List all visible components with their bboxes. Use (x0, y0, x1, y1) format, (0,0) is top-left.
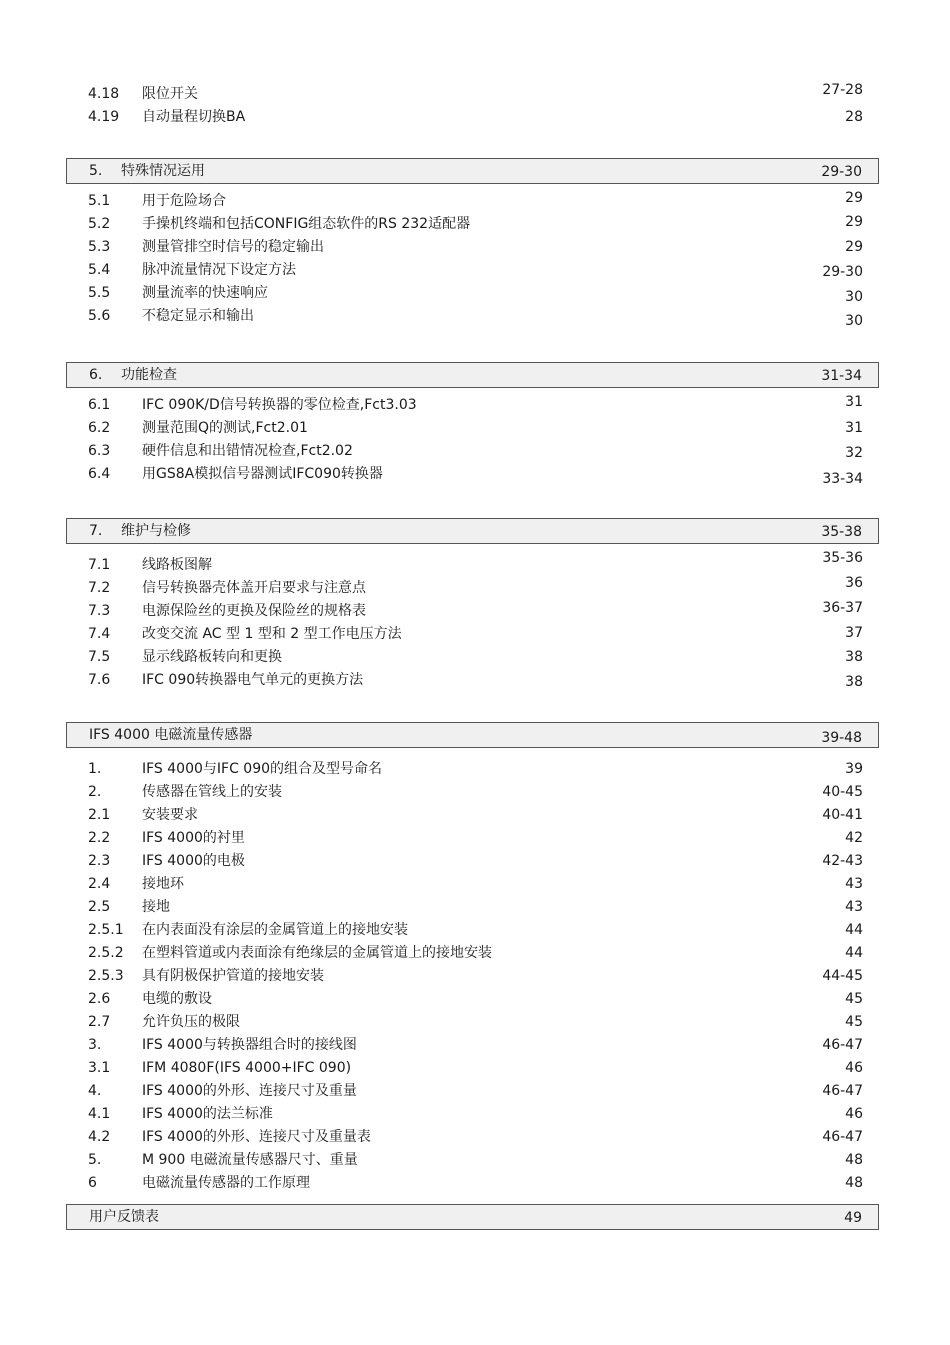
entry-title: 测量管排空时信号的稳定输出 (142, 239, 324, 255)
entry-title: IFM 4080F(IFS 4000+IFC 090) (142, 1060, 352, 1076)
entry-page: 29 (845, 214, 863, 230)
toc-entry (88, 805, 863, 825)
entry-title: 接地 (142, 899, 170, 915)
entry-page: 45 (845, 991, 863, 1007)
entry-page: 45 (845, 1014, 863, 1030)
entry-number: 2.5.1 (88, 922, 124, 938)
toc-entry (88, 1012, 863, 1032)
entry-page: 44-45 (822, 968, 863, 984)
entry-page: 43 (845, 876, 863, 892)
section-header (66, 518, 879, 544)
entry-title: 在内表面没有涂层的金属管道上的接地安装 (142, 922, 408, 938)
entry-number: 5.2 (88, 216, 111, 232)
entry-title: 限位开关 (142, 86, 198, 102)
section-page: 31-34 (821, 368, 862, 384)
entry-number: 2.2 (88, 830, 111, 846)
entry-number: 6 (88, 1175, 97, 1191)
entry-number: 1. (88, 761, 102, 777)
entry-number: 5.4 (88, 262, 111, 278)
section-label (89, 519, 191, 543)
entry-number: 7.3 (88, 603, 111, 619)
entry-title: IFC 090转换器电气单元的更换方法 (142, 672, 364, 688)
toc-entry (88, 647, 863, 667)
toc-entry (88, 283, 863, 303)
entry-page: 31 (845, 394, 863, 410)
entry-number: 4.1 (88, 1106, 111, 1122)
toc-entry (88, 874, 863, 894)
section-number: 5. (89, 163, 103, 179)
toc-entry (88, 418, 863, 438)
entry-title: IFC 090K/D信号转换器的零位检查,Fct3.03 (142, 397, 417, 413)
entry-number: 5.1 (88, 193, 111, 209)
toc-entry (88, 107, 863, 127)
entry-page: 40-41 (822, 807, 863, 823)
entry-page: 28 (845, 109, 863, 125)
entry-page: 46-47 (822, 1083, 863, 1099)
toc-entry (88, 395, 863, 415)
entry-number: 6.2 (88, 420, 111, 436)
entry-number: 5.5 (88, 285, 111, 301)
entry-title: 在塑料管道或内表面涂有绝缘层的金属管道上的接地安装 (142, 945, 492, 961)
toc-entry (88, 920, 863, 940)
toc-entry (88, 575, 863, 598)
section-label (89, 363, 177, 387)
toc-entry (88, 550, 863, 575)
entry-page: 46-47 (822, 1129, 863, 1145)
entry-title: 电源保险丝的更换及保险丝的规格表 (142, 603, 366, 619)
toc-entry (88, 1173, 863, 1193)
entry-page: 44 (845, 922, 863, 938)
section-header (66, 158, 879, 184)
entry-page: 44 (845, 945, 863, 961)
section-number: 7. (89, 523, 103, 539)
section-page: 39-48 (821, 730, 862, 746)
entry-title: IFS 4000与转换器组合时的接线图 (142, 1037, 357, 1053)
section-header (66, 722, 879, 748)
entry-page: 40-45 (822, 784, 863, 800)
entry-page: 27-28 (822, 82, 863, 98)
entry-number: 4.18 (88, 86, 120, 102)
entry-page: 46-47 (822, 1037, 863, 1053)
entry-number: 6.4 (88, 466, 111, 482)
entry-page: 33-34 (822, 471, 863, 487)
toc-entry (88, 260, 863, 280)
toc-entry (88, 782, 863, 802)
toc-entry (88, 1150, 863, 1170)
entry-number: 2.7 (88, 1014, 111, 1030)
toc-entry (88, 1035, 863, 1055)
entry-page: 39 (845, 761, 863, 777)
entry-page: 37 (845, 625, 863, 641)
section-page: 35-38 (821, 524, 862, 540)
entry-title: 接地环 (142, 876, 184, 892)
entry-title: 测量流率的快速响应 (142, 285, 268, 301)
entry-number: 2.5 (88, 899, 111, 915)
entry-page: 48 (845, 1175, 863, 1191)
toc-entry (88, 851, 863, 871)
entry-number: 5. (88, 1152, 102, 1168)
toc-entry (88, 897, 863, 917)
entry-page: 29 (845, 239, 863, 255)
entry-page: 30 (845, 289, 863, 305)
entry-number: 2.6 (88, 991, 111, 1007)
entry-title: IFS 4000与IFC 090的组合及型号命名 (142, 761, 383, 777)
toc-entry (88, 1058, 863, 1078)
toc-entry (88, 624, 863, 644)
entry-number: 2.3 (88, 853, 111, 869)
toc-entry (88, 989, 863, 1009)
entry-number: 2.1 (88, 807, 111, 823)
entry-title: 用GS8A模拟信号器测试IFC090转换器 (142, 466, 383, 482)
entry-page: 31 (845, 420, 863, 436)
section-title: 维护与检修 (121, 523, 191, 539)
entry-number: 4.19 (88, 109, 120, 125)
entry-page: 46 (845, 1106, 863, 1122)
toc-entry (88, 464, 863, 487)
toc-entry (88, 1127, 863, 1147)
toc-entry (88, 84, 863, 104)
entry-page: 29 (845, 190, 863, 206)
entry-page: 35-36 (822, 550, 863, 566)
entry-page: 42-43 (822, 853, 863, 869)
toc-entry (88, 191, 863, 211)
section-title: 功能检查 (121, 367, 177, 383)
entry-number: 4. (88, 1083, 102, 1099)
entry-number: 6.3 (88, 443, 111, 459)
entry-number: 7.5 (88, 649, 111, 665)
entry-page: 30 (845, 313, 863, 329)
entry-title: 手操机终端和包括CONFIG组态软件的RS 232适配器 (142, 216, 471, 232)
entry-page: 42 (845, 830, 863, 846)
entry-number: 7.2 (88, 580, 111, 596)
entry-number: 4.2 (88, 1129, 111, 1145)
entry-title: IFS 4000的衬里 (142, 830, 245, 846)
entry-page: 32 (845, 445, 863, 461)
entry-page: 46 (845, 1060, 863, 1076)
toc-entry (88, 601, 863, 621)
entry-title: 允许负压的极限 (142, 1014, 240, 1030)
entry-title: 电缆的敷设 (142, 991, 212, 1007)
toc-entry (88, 759, 863, 779)
toc-entry (88, 943, 863, 963)
section-label (89, 723, 252, 747)
entry-number: 5.6 (88, 308, 111, 324)
entry-page: 48 (845, 1152, 863, 1168)
toc-entry (88, 441, 863, 461)
entry-title: IFS 4000的法兰标准 (142, 1106, 273, 1122)
entry-page: 38 (845, 674, 863, 690)
entry-number: 5.3 (88, 239, 111, 255)
toc-entry (88, 1104, 863, 1124)
toc-entry (88, 237, 863, 257)
entry-title: 自动量程切换BA (142, 109, 246, 125)
entry-page: 43 (845, 899, 863, 915)
entry-page: 38 (845, 649, 863, 665)
entry-title: 电磁流量传感器的工作原理 (142, 1175, 310, 1191)
toc-entry (88, 214, 863, 234)
entry-title: 不稳定显示和输出 (142, 308, 254, 324)
section-header (66, 362, 879, 388)
entry-number: 2. (88, 784, 102, 800)
entry-number: 6.1 (88, 397, 111, 413)
entry-title: 用于危险场合 (142, 193, 226, 209)
entry-title: 硬件信息和出错情况检查,Fct2.02 (142, 443, 353, 459)
entry-number: 7.4 (88, 626, 111, 642)
entry-page: 36-37 (822, 600, 863, 616)
entry-title: IFS 4000的外形、连接尺寸及重量表 (142, 1129, 371, 1145)
section-label (89, 1205, 159, 1229)
entry-number: 7.1 (88, 557, 111, 573)
entry-number: 7.6 (88, 672, 111, 688)
toc-entry (88, 966, 863, 986)
section-title: 用户反馈表 (89, 1209, 159, 1225)
entry-title: 改变交流 AC 型 1 型和 2 型工作电压方法 (142, 626, 402, 642)
section-page: 49 (844, 1210, 862, 1226)
entry-title: 传感器在管线上的安装 (142, 784, 282, 800)
section-page: 29-30 (821, 164, 862, 180)
section-label (89, 159, 205, 183)
entry-page: 36 (845, 575, 863, 591)
section-header (66, 1204, 879, 1230)
toc-entry (88, 1081, 863, 1101)
entry-title: 安装要求 (142, 807, 198, 823)
entry-title: IFS 4000的电极 (142, 853, 245, 869)
entry-title: 线路板图解 (142, 557, 212, 573)
entry-page: 29-30 (822, 264, 863, 280)
toc-entry (88, 670, 863, 690)
entry-title: 脉冲流量情况下设定方法 (142, 262, 296, 278)
entry-title: 显示线路板转向和更换 (142, 649, 282, 665)
entry-number: 2.5.2 (88, 945, 124, 961)
entry-title: 信号转换器壳体盖开启要求与注意点 (142, 580, 366, 596)
toc-entry (88, 828, 863, 848)
entry-title: M 900 电磁流量传感器尺寸、重量 (142, 1152, 358, 1168)
entry-number: 2.5.3 (88, 968, 124, 984)
section-title: 特殊情况运用 (121, 163, 205, 179)
entry-number: 2.4 (88, 876, 111, 892)
entry-title: 具有阴极保护管道的接地安装 (142, 968, 324, 984)
entry-title: 测量范围Q的测试,Fct2.01 (142, 420, 308, 436)
section-number: 6. (89, 367, 103, 383)
section-title: IFS 4000 电磁流量传感器 (89, 727, 253, 743)
entry-number: 3. (88, 1037, 102, 1053)
entry-title: IFS 4000的外形、连接尺寸及重量 (142, 1083, 357, 1099)
entry-number: 3.1 (88, 1060, 111, 1076)
toc-entry (88, 306, 863, 329)
